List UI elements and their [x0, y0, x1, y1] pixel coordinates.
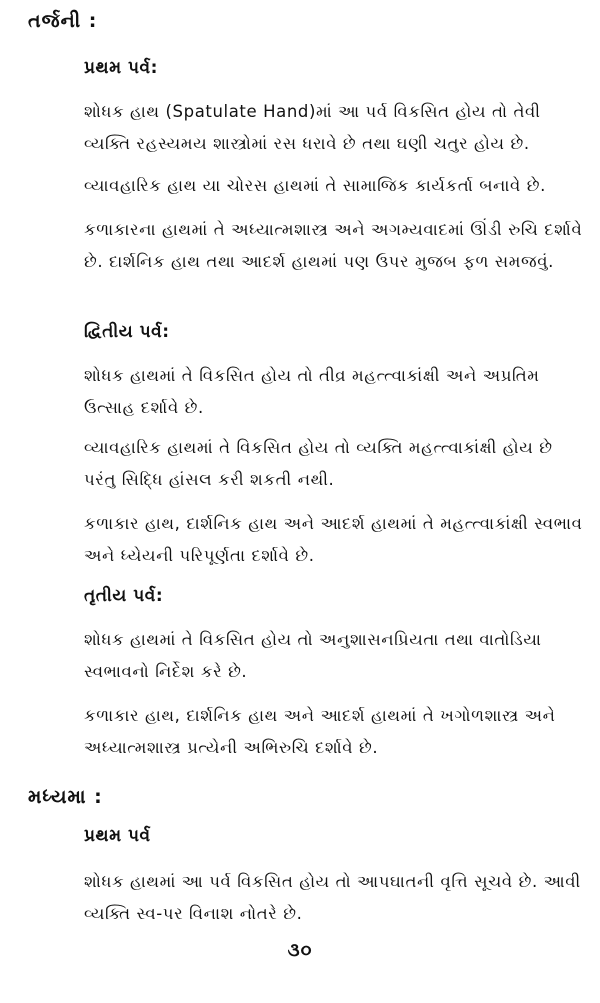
section-heading-madhyama: મધ્યમા : [28, 786, 103, 808]
paragraph-tarjani-parva-3-artistic: કળાકાર હાથ, દાર્શનિક હાથ અને આદર્શ હાથમાં તે ખગોળશાસ્ત્ર અને અધ્યાત્મશાસ્ત્ર પ્રત્યેની અભિરુચિ દર્શાવે છે. [84, 706, 556, 757]
subheading-tarjani-parva-2: દ્વિતીય પર્વ: [84, 322, 170, 342]
paragraph-tarjani-parva-1-spatulate: શોધક હાથ (Spatulate Hand)માં આ પર્વ વિકસિત હોય તો તેવી વ્યક્તિ રહસ્યમય શાસ્ત્રોમાં રસ ધરાવે છે તથા ઘણી ચતુર હોય છે. [84, 102, 541, 153]
paragraph-tarjani-parva-2-spatulate: શોધક હાથમાં તે વિકસિત હોય તો તીવ્ર મહત્ત્વાકાંક્ષી અને અપ્રતિમ ઉત્સાહ દર્શાવે છે. [84, 366, 540, 417]
subheading-tarjani-parva-3: તૃતીય પર્વ: [84, 586, 164, 606]
paragraph-tarjani-parva-1-practical: વ્યાવહારિક હાથ યા ચોરસ હાથમાં તે સામાજિક કાર્યકર્તા બનાવે છે. [84, 176, 546, 195]
paragraph-tarjani-parva-2-artistic: કળાકાર હાથ, દાર્શનિક હાથ અને આદર્શ હાથમાં તે મહત્ત્વાકાંક્ષી સ્વભાવ અને ધ્યેયની પરિપૂર્ણતા દર્શાવે છે. [84, 514, 583, 565]
paragraph-madhyama-parva-1-spatulate: શોધક હાથમાં આ પર્વ વિકસિત હોય તો આપઘાતની વૃત્તિ સૂચવે છે. આવી વ્યક્તિ સ્વ-પર વિનાશ નોતરે છે. [84, 872, 581, 923]
paragraph-tarjani-parva-3-spatulate: શોધક હાથમાં તે વિકસિત હોય તો અનુશાસનપ્રિયતા તથા વાતોડિયા સ્વભાવનો નિર્દેશ કરે છે. [84, 630, 542, 681]
paragraph-tarjani-parva-1-artistic: કળાકારના હાથમાં તે અધ્યાત્મશાસ્ત્ર અને અગમ્યવાદમાં ઊંડી રુચિ દર્શાવે છે. દાર્શનિક હાથ તથા આદર્શ હાથમાં પણ ઉપર મુજબ ફળ સમજવું. [84, 220, 583, 271]
subheading-madhyama-parva-1: પ્રથમ પર્વ [84, 826, 151, 846]
paragraph-tarjani-parva-2-practical: વ્યાવહારિક હાથમાં તે વિકસિત હોય તો વ્યક્તિ મહત્ત્વાકાંક્ષી હોય છે પરંતુ સિદ્ધિ હાંસલ કરી શકતી નથી. [84, 438, 553, 489]
section-heading-tarjani: તર્જની : [28, 10, 98, 32]
page-number: ૩૦ [287, 940, 313, 961]
subheading-tarjani-parva-1: પ્રથમ પર્વ: [84, 58, 158, 78]
